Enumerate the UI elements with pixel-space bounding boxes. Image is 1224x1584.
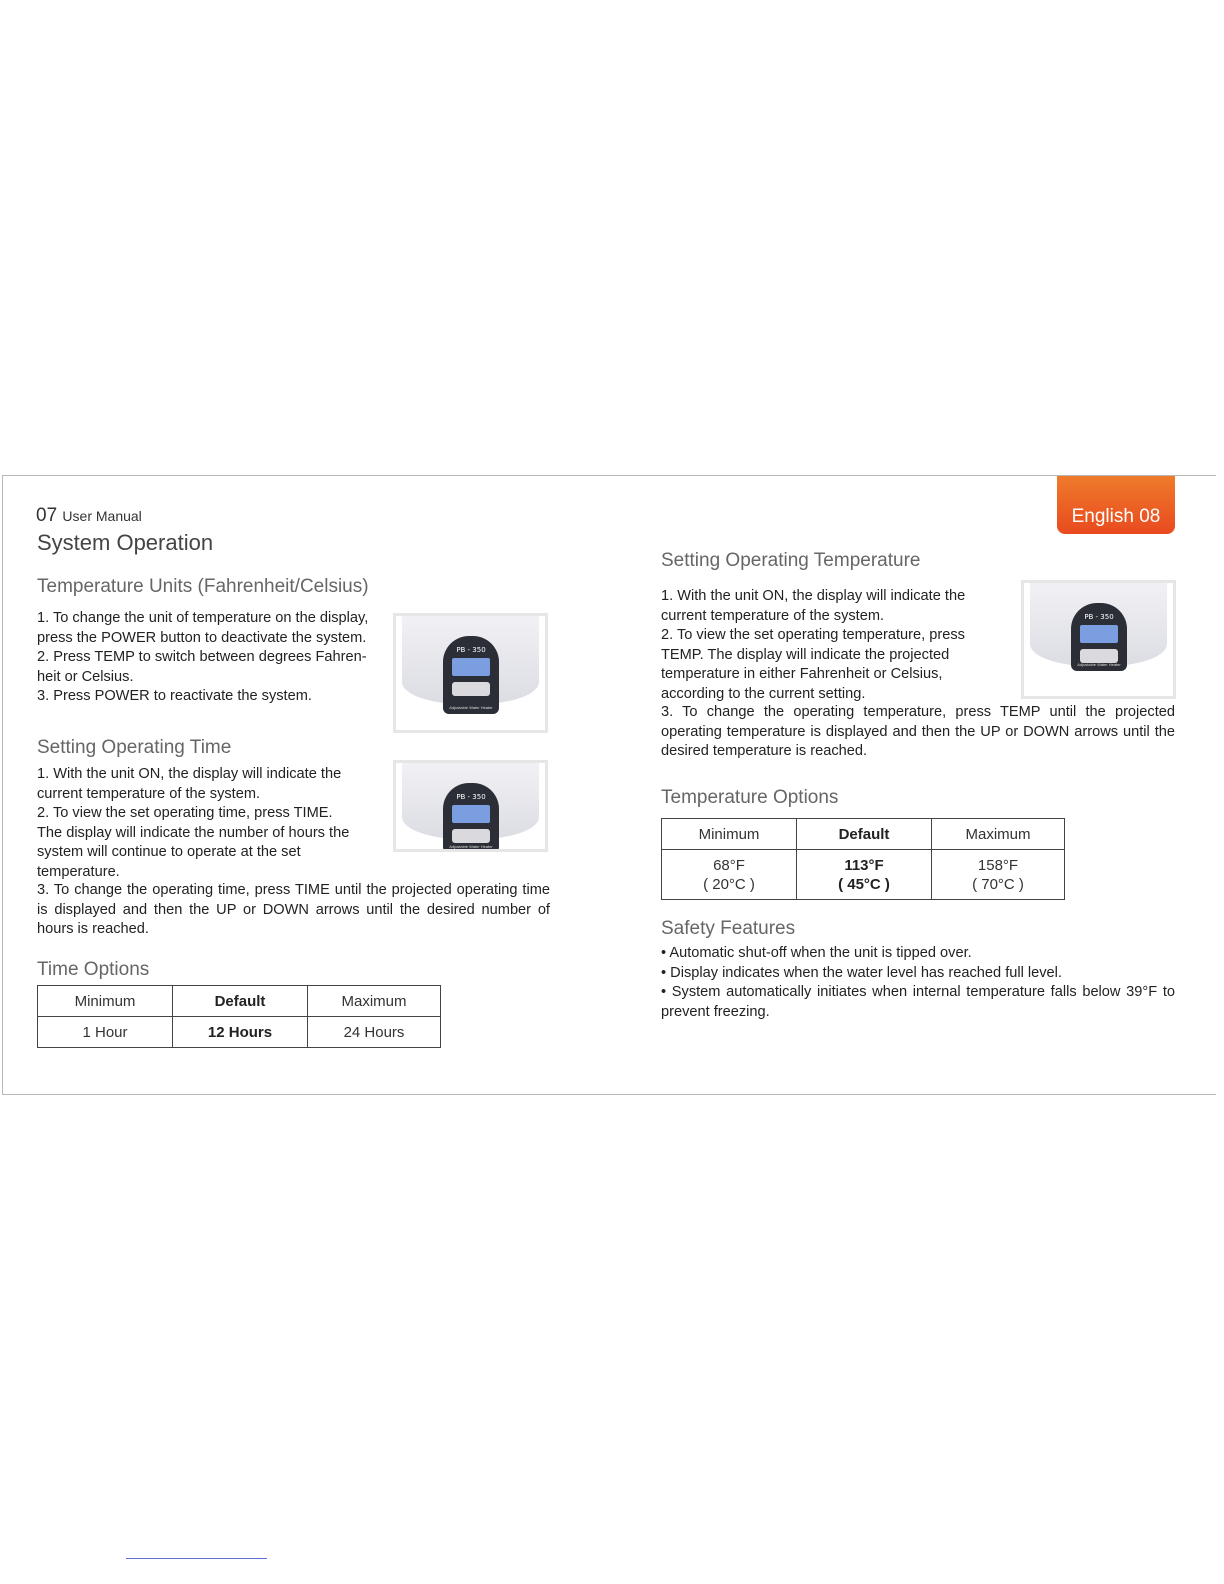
temperature-options-table	[661, 818, 1065, 900]
time-default-value: 12 Hours	[173, 1017, 308, 1048]
time-max-value: 24 Hours	[308, 1017, 441, 1048]
temp-max-value: 158°F ( 70°C )	[932, 850, 1065, 900]
operating-temperature-step3: 3. To change the operating temperature, press TEMP until the projected operating temperature is displayed and then the UP or DOWN arrows until the desired temperature is reached.	[661, 704, 1175, 759]
heading-operating-temperature: Setting Operating Temperature	[661, 550, 921, 571]
heater-photo-1: PB - 350 Adjustable Water Heater	[393, 613, 548, 733]
time-options-table	[37, 985, 441, 1048]
heading-time-options: Time Options	[37, 959, 150, 980]
heading-temperature-options: Temperature Options	[661, 787, 839, 808]
footer-rule	[126, 1558, 267, 1559]
time-max-header: Maximum	[308, 986, 441, 1017]
operating-time-text: 1. With the unit ON, the display will indicate the current temperature of the system. 2. To view the set operating time, press TIME. The display will indicate the number of hours the system will continue to operate at the set temperature.	[37, 766, 350, 880]
operating-time-step3: 3. To change the operating time, press TIME until the projected operating time is displayed and then the UP or DOWN arrows until the desired number of hours is reached.	[37, 882, 550, 937]
time-min-header: Minimum	[38, 986, 173, 1017]
page-title: System Operation	[37, 530, 214, 555]
temp-min-header: Minimum	[662, 819, 797, 850]
heading-safety-features: Safety Features	[661, 918, 796, 939]
safety-item: • Display indicates when the water level has reached full level.	[661, 964, 1062, 981]
heading-operating-time: Setting Operating Time	[37, 737, 232, 758]
time-min-value: 1 Hour	[38, 1017, 173, 1048]
safety-item: • Automatic shut-off when the unit is tipped over.	[661, 945, 972, 961]
temp-default-value: 113°F ( 45°C )	[797, 850, 932, 900]
safety-item: • System automatically initiates when internal temperature falls below 39°F to prevent freezing.	[661, 984, 1175, 1020]
page-number: 07 User Manual	[36, 505, 142, 526]
heading-temperature-units: Temperature Units (Fahrenheit/Celsius)	[37, 576, 369, 597]
temperature-units-text: 1. To change the unit of temperature on the display, press the POWER button to deactivate the system. 2. Press TEMP to switch between degrees Fahren- heit or Celsius. 3. Press POWER to reactivate the system.	[37, 610, 369, 704]
heater-photo-3: PB - 350 Adjustable Water Heater	[1021, 580, 1176, 699]
temp-max-header: Maximum	[932, 819, 1065, 850]
temp-default-header: Default	[797, 819, 932, 850]
language-tab: English 08	[1057, 476, 1175, 534]
safety-features-list	[661, 944, 1175, 1022]
temp-min-value: 68°F ( 20°C )	[662, 850, 797, 900]
time-default-header: Default	[173, 986, 308, 1017]
heater-photo-2: PB - 350 Adjustable Water Heater	[393, 760, 548, 852]
operating-temperature-text: 1. With the unit ON, the display will indicate the current temperature of the system. 2. To view the set operating temperature, press TEMP. The display will indicate the projected temperature in either Fahrenheit or Celsius, according to the current setting.	[661, 588, 966, 702]
